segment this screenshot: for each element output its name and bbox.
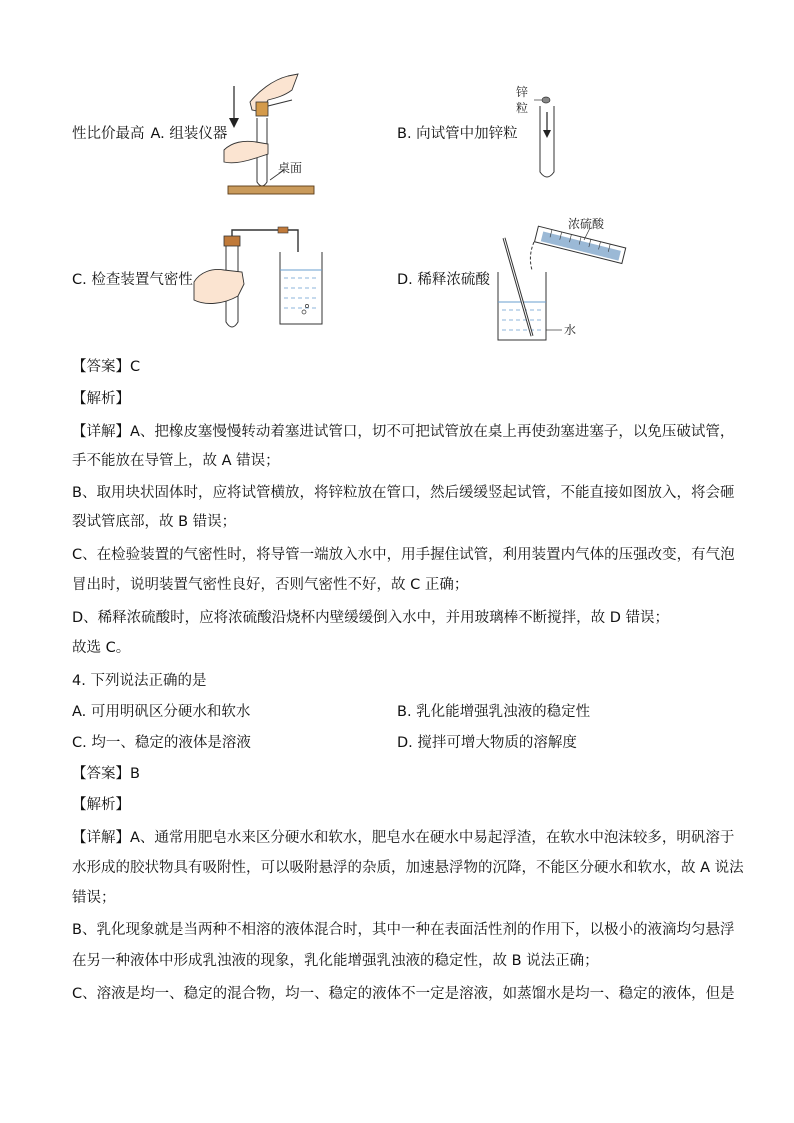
figure-label-zinc-2: 粒: [516, 101, 529, 115]
option-c-text: C. 检查装置气密性: [72, 272, 193, 288]
q4-option-a: A. 可用明矾区分硬水和软水: [72, 704, 251, 720]
q3-detail-line-8: 故选 C。: [72, 640, 131, 656]
figure-air-tightness: [190, 226, 340, 336]
q3-analysis-heading: 【解析】: [72, 391, 130, 407]
q4-detail-line-5: 在另一种液体中形成乳浊液的现象，乳化能增强乳浊液的稳定性，故 B 说法正确；: [72, 953, 599, 969]
option-a-row: [72, 124, 227, 144]
option-b-text: B. 向试管中加锌粒: [397, 126, 518, 142]
q3-detail-line-1: 【详解】A、把橡皮塞慢慢转动着塞进试管口，切不可把试管放在桌上再使劲塞进塞子，以免压破试管，: [72, 424, 735, 440]
q3-detail-line-6: 冒出时，说明装置气密性良好，否则气密性不好，故 C 正确；: [72, 577, 469, 593]
q4-option-b: B. 乳化能增强乳浊液的稳定性: [397, 704, 591, 720]
q4-answer: 【答案】B: [72, 766, 140, 782]
q3-detail-line-4: 裂试管底部，故 B 错误；: [72, 514, 237, 530]
figure-label-zinc-1: 锌: [516, 85, 529, 99]
figure-add-zinc: [510, 84, 570, 184]
q3-detail-line-7: D、稀释浓硫酸时，应将浓硫酸沿烧杯内壁缓缓倒入水中，并用玻璃棒不断搅拌，故 D 错误；: [72, 610, 670, 626]
q3-detail-line-2: 手不能放在导管上，故 A 错误；: [72, 453, 280, 469]
option-a-text: A. 组装仪器: [150, 126, 228, 142]
q4-detail-line-1: 【详解】A、通常用肥皂水来区分硬水和软水，肥皂水在硬水中易起浮渣，在软水中泡沫较多，明矾溶于: [72, 830, 735, 846]
q4-stem: 4. 下列说法正确的是: [72, 673, 207, 689]
q3-detail-line-3: B、取用块状固体时，应将试管横放，将锌粒放在管口，然后缓缓竖起试管，不能直接如图放入，将会砸: [72, 485, 735, 501]
q4-detail-line-2: 水形成的胶状物具有吸附性，可以吸附悬浮的杂质，加速悬浮物的沉降，不能区分硬水和软水，故 A 说法: [72, 860, 744, 876]
figure-assemble-apparatus: [222, 72, 322, 202]
figure-label-water: 水: [564, 323, 577, 337]
q3-detail-line-5: C、在检验装置的气密性时，将导管一端放入水中，用手握住试管，利用装置内气体的压强改变，有气泡: [72, 547, 735, 563]
q4-option-c: C. 均一、稳定的液体是溶液: [72, 735, 251, 751]
option-a-prefix: 性比价最高: [72, 126, 145, 142]
option-d-text: D. 稀释浓硫酸: [397, 272, 490, 288]
figure-label-acid: 浓硫酸: [568, 217, 605, 231]
q4-option-d: D. 搅拌可增大物质的溶解度: [397, 735, 577, 751]
q4-detail-line-4: B、乳化现象就是当两种不相溶的液体混合时，其中一种在表面活性剂的作用下，以极小的液滴均匀悬浮: [72, 922, 735, 938]
figure-dilute-acid: [488, 212, 638, 344]
q4-detail-line-6: C、溶液是均一、稳定的混合物，均一、稳定的液体不一定是溶液，如蒸馏水是均一、稳定的液体，但是: [72, 986, 735, 1002]
figure-label-desk: 桌面: [278, 161, 303, 175]
q4-analysis-heading: 【解析】: [72, 797, 130, 813]
q3-answer: 【答案】C: [72, 359, 141, 375]
q4-detail-line-3: 错误；: [72, 890, 116, 906]
